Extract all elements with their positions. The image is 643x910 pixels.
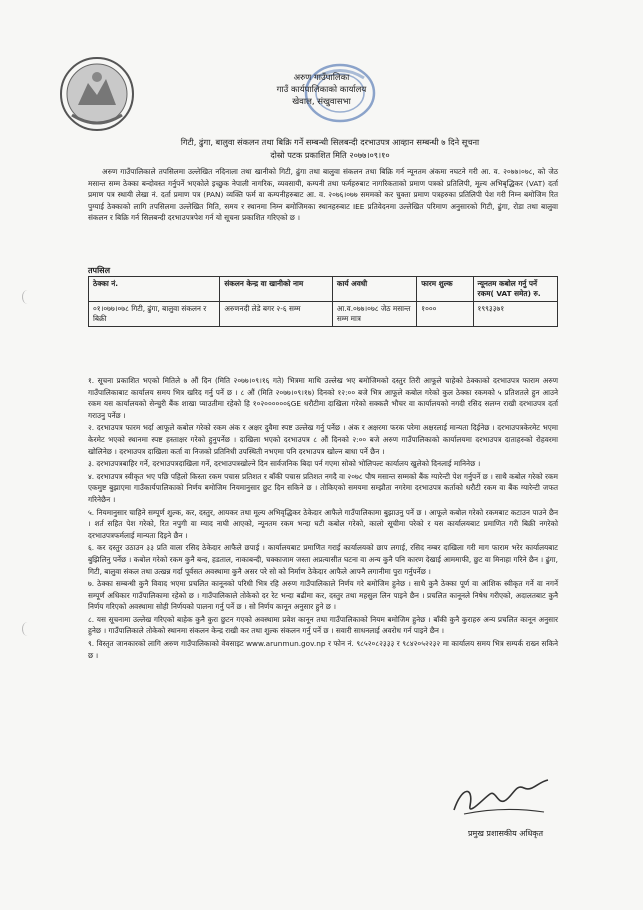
term-item: २. दरभाउपत्र फारम भर्दा आफूले कबोल गरेको रकम अंक र अक्षर दुवैमा स्पष्ट उल्लेख गर्नु पर्नेछ । अंक र अक्षरमा फरक परेमा अक्षरलाई मान्यता दिईनेछ । दरभाउपत्रकेरमेट भएमा केरमेट भएको स्थानमा स्पष्ट हस्ताक्षर गरेको हुनुपर्नेछ । दाखिला भएको दरभाउपत्र ८ औं दिनको २:०० बजे अरुण गाउँपालिकाको कार्यालयमा दरभाउपत्र दाताहरुको रोहवरमा खोलिनेछ । दरभाउपत्र दाखिला कर्ता वा निजको प्रतिनिधी उपस्थिती नभएमा पनि दरभाउपत्र खोल्न बाधा पर्ने छैन । [88, 423, 558, 456]
subject-title: गिटी, ढुंगा, बालुवा संकलन तथा बिक्रि गर्ने सम्बन्धी सिलबन्दी दरभाउपत्र आव्हान सम्बन्धी ७ दिने सूचना [180, 137, 480, 147]
table-label: तपसिल [88, 266, 111, 275]
cell-contract-no: ०१।०७७।०७८ गिटी, ढुंगा, बालुवा संकलन र बिक्री [89, 302, 220, 327]
col-contract-no: ठेक्का नं. [89, 277, 220, 302]
col-work-period: कार्य अवधी [332, 277, 416, 302]
municipality-name: अरुण गाउँपालिका [293, 73, 350, 83]
office-name: गाउँ कार्यपालिकाको कार्यालय [276, 85, 367, 95]
cell-work-period: आ.व.०७७।०७८ जेठ मसान्त सम्म मात्र [332, 302, 416, 327]
col-form-fee: फारम शुल्क [417, 277, 473, 302]
term-item: ४. दरभाउपत्र स्वीकृत भए पछि पहिलो किस्ता रकम पचास प्रतिशत र बाँकी पचास प्रतिशत नगदै वा २०७८ पौष मसान्त सम्मको बैंक ग्यारेन्टी पेश गर्नुपर्ने छ । साथै कबोल गरेको रकम एकमुष्ट बुझाएमा गाउँकार्यपालिकाको निर्णय बमोजिम नियमानुसार छुट दिन सकिने छ । तोकिएको समयमा सम्झौता नगरेमा दरभाउपत्र कर्ताको धरौटी रकम वा बैंक ग्यारेन्टी जफत गरिनेछैन । [88, 471, 558, 504]
notice-subject [110, 136, 550, 162]
table-row [89, 302, 558, 327]
term-item: ६. कर दस्तुर उठाउन ३३ प्रति वाला रसिद ठेकेदार आफैले छपाई । कार्यालयबाट प्रमाणित गराई कार्यालयको छाप लगाई, रसिद नम्बर दाखिला गरी माग फाराम भरेर कार्यालयबाट बुझिलिनु पर्नेछ । कबोल गरेको रकम कुनै बन्द, हडताल, नाकाबन्दी, चक्काजाम जस्ता अप्रत्यासीत घटना वा अन्य कुनै पनि कारण देखाई आममाफी, छुट वा मिनाहा गरिने छैन । ढुंगा, गिटी, बालुवा संकल तथा उत्खन्न गर्दा पूर्वसत अवस्थामा कुनै असर परे सो को निर्माण ठेकेदार आफैले आफ्नै लगानीमा पुरा गर्नुपर्नेछ । [88, 543, 558, 576]
cell-minimum-bid: १९९३३७१ [473, 302, 557, 327]
term-item: ९. विस्तृत जानकारको लागि अरुण गाउँपालिकाको वेवसाइट www.arunmun.gov.np र फोन नं. ९८५२०८२३३३ र ९८४२०५२२३२ मा कार्यालय समय भित्र सम्पर्क राख्न सकिने छ । [88, 639, 558, 660]
term-item: १. सूचना प्रकाशित भएको मितिले ७ औं दिन (मिति २०७७।०९।१६ गते) भित्रमा माथि उल्लेख भए बमोजिमको दस्तुर तिरी आफूले चाहेको ठेक्काको दरभाउपत्र फाराम अरुण गाउँपालिकाबाट कार्यालय समय भित्र खरिद गर्नु पर्ने छ । ८ औं (मिति २०७७।०९।१७) दिनको १२:०० बजे भित्र आफूले कबोल गरेको कुल ठेक्का रकमको ५ प्रतिशतले हुन आउने रकम यस कार्यालयको सेन्चुरी बैंक शाखा प्याउतीमा रहेको हि १०२००००००६GE धरौटीमा दाखिला गरेको सक्कलै भौचर वा कार्यालयको नगदी रसिद सलग्न राखी दरभाउपत्र दर्ता गराउनु पर्नेछ । [88, 376, 558, 420]
term-item: ३. दरभाउपत्रबाहिर गर्ने, दरभाउपत्रदाखिला गर्ने, दरभाउपत्रखोल्ने दिन सार्वजनिक बिदा पर्न गएमा सोको भोलिपल्ट कार्यालय खुलेको दिनलाई मानिनेछ । [88, 459, 481, 469]
punch-hole-mark [22, 622, 33, 636]
signer-title: प्रमुख प्रशासकीय अधिकृत [468, 829, 544, 838]
cell-collection-center: अरुणनदी लेडे बगर २-६ सम्म [220, 302, 333, 327]
terms-list [88, 375, 558, 662]
col-collection-center: संकलन केन्द्र वा खानीको नाम [220, 277, 333, 302]
contract-table [88, 276, 558, 327]
cell-form-fee: १००० [417, 302, 473, 327]
office-address: खेवाल, संखुवासभा [292, 97, 351, 107]
col-minimum-bid: न्यूनतम कबोल गर्नु पर्ने रकम( VAT समेत) रु. [473, 277, 557, 302]
term-item: ५. नियमानुसार चाहिने सम्पूर्ण शुल्क, कर, दस्तुर, आयकर तथा मूल्य अभिवृद्धिकर ठेकेदार आफैले गाउँपालिकामा बुझाउनु पर्ने छ । आफूले कबोल गरेको रकमबाट कटाउन पाउने छैन । शर्त सहित पेश गरेको, रित नपुगी वा म्याद नाघी आएको, न्यूनतम रकम भन्दा घटी कबोल गरेको, कालो सूचीमा परेको र यस कार्यालयबाट प्रमाणित गरी बिक्री नगरेको दरभाउपत्रफर्मलाई मान्यता दिइने छैन । [88, 507, 559, 540]
term-item: ७. ठेक्का सम्बन्धी कुनै विवाद भएमा प्रचलित कानूनको परिधी भित्र रहि अरुण गाउँपालिकाले निर्णय गरे बमोजिम हुनेछ । साथै कुनै ठेक्का पूर्ण वा आंशिक स्वीकृत गर्ने वा नगर्ने सम्पूर्ण अधिकार गाउँपालिकामा रहेको छ । गाउँपालिकाले तोकेको दर रेट भन्दा बढीमा कर, दस्तुर तथा महसुल लिन पाइने छैन । प्रचलित कानूनले निषेध गरीएको, अदालतबाट कुनै निर्णय गरिएको अवस्थामा सोही निर्णयको पालना गर्नु पर्ने छ । सो निर्णय कानून अनुसार हुने छ । [88, 579, 558, 612]
table-header-row [89, 277, 558, 302]
signature-icon [444, 776, 554, 820]
intro-paragraph: अरुण गाउँपालिकाले तपसिलमा उल्लेखित नदिनाला तथा खानीको गिटी, ढुंगा तथा बालुवा संकलन तथा बिक्रि गर्न न्यूनतम अंकमा नघटने गरी आ. व. २०७७।०७८, को जेठ मसान्त सम्म ठेक्का बन्दोवस्त गर्नुपर्ने भएकोले इच्छुक नेपाली नागरिक, व्यवसायी, कम्पनी तथा फर्महरुबाट नागरिकताको प्रमाण पत्रको प्रतिलिपी, मूल्य अभिबृद्धिकर (VAT) दर्ता प्रमाण पत्र स्थायी लेखा नं. दर्ता प्रमाण पत्र (PAN) व्यक्ति फर्म वा कम्पनीहरुबाट आ. व. २०७६।०७७ सममको कर चुक्ता प्रमाण पत्रहरुका प्रतिलिपी पेश गरी निम्न बमोजिम रित पुग्याई ठेक्काको लागि तपसिलमा उल्लेखित मिति, समय र स्थानमा निम्न बमोजिमका स्थानहरुबाट IEE प्रतिवेदनमा उल्लेखित परिमाण अनुसारको गिटी, ढुंगा, रोडा तथा बालुवा संकलन र बिक्रि गर्न सिलबन्दी दरभाउपत्रपेश गर्न यो सूचना प्रकाशित गरिएको छ । [88, 167, 558, 223]
punch-hole-mark [22, 290, 33, 304]
subject-publish-date: दोस्रो पटक प्रकाशित मिति २०७७।०९।१० [270, 150, 390, 160]
term-item: ८. यस सूचनामा उल्लेख गरिएको बाहेक कुनै कुरा छुटन गएको अवस्थामा प्रवेश कानून तथा गाउँपालिकाको नियम बमोजिम हुनेछ । बाँकी कुनै कुराहरु अन्य प्रचलित कानून अनुसार हुनेछ । गाउँपालिकाले तोकेको स्थानमा संकलन केन्द्र राखी कर तथा शुल्क संकलन गर्नु पर्ने छ । सवारी साधनलाई अवरोध गर्न पाइने छैन । [88, 614, 558, 636]
